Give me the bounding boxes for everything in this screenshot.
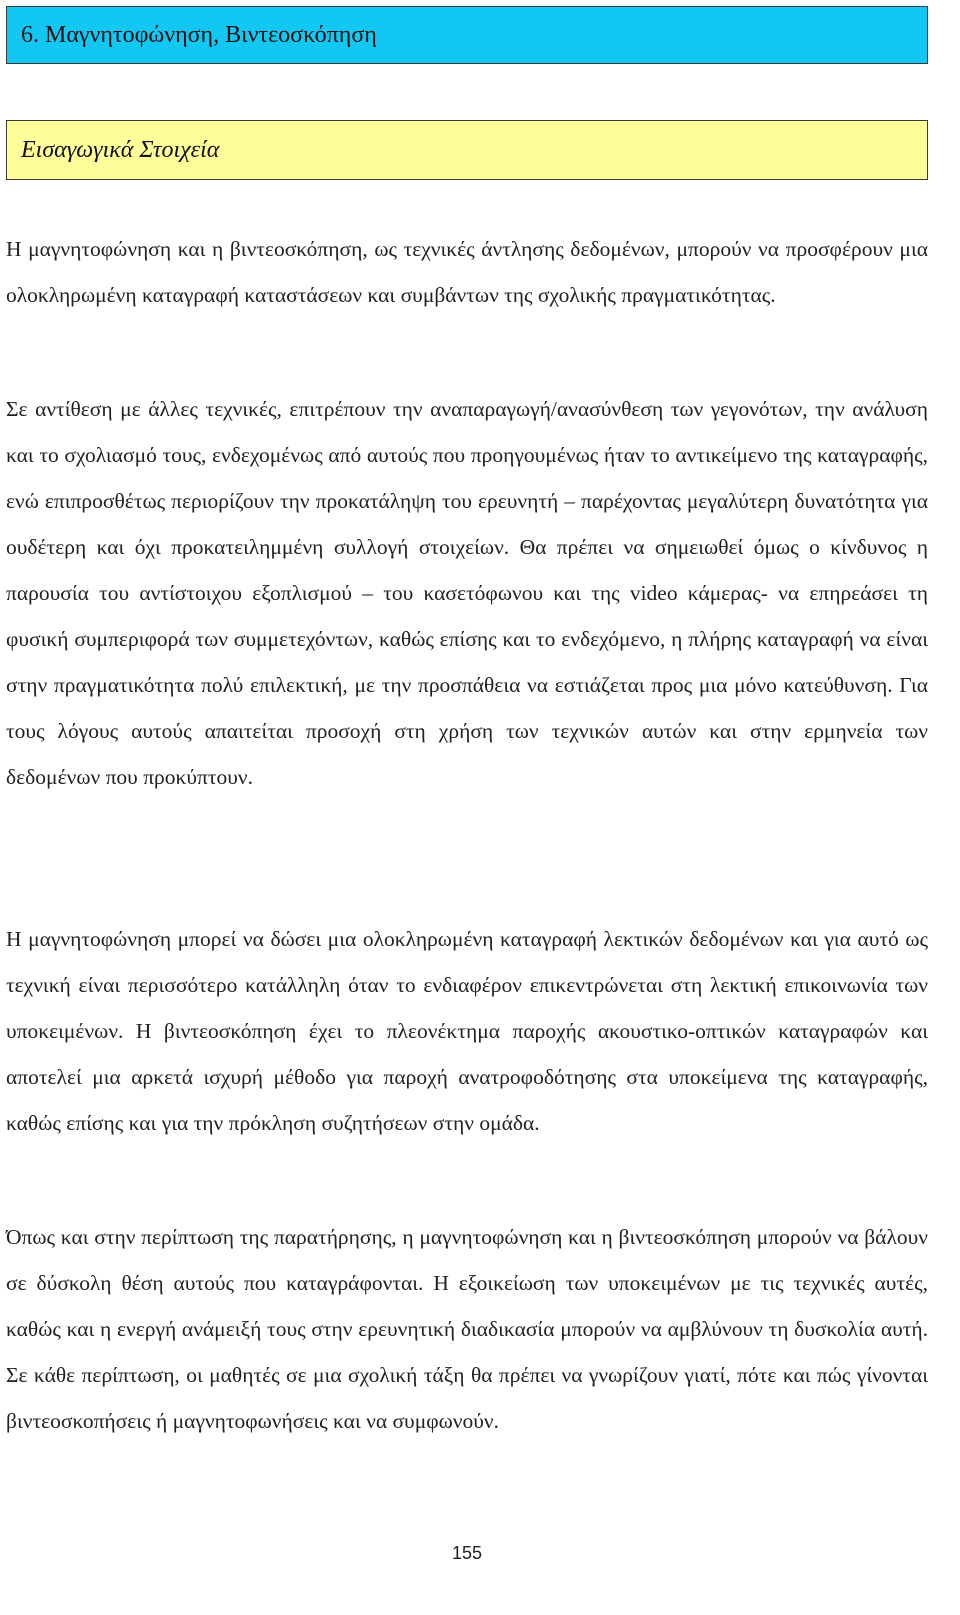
paragraph-contrast: Σε αντίθεση με άλλες τεχνικές, επιτρέπουν την αναπαραγωγή/ανασύνθεση των γεγονότων, την ανάλυση και το σχολιασμό τους, ενδεχομένως από αυτούς που προηγουμένως ήταν το αντικείμενο της καταγραφής, ενώ επιπροσθέτως περιορίζουν την προκατάληψη του ερευνητή – παρέχοντας μεγαλύτερη δυνατότητα για ουδέτερη και όχι προκατειλημμένη συλλογή στοιχείων. Θα πρέπει να σημειωθεί όμως ο κίνδυνος η παρουσία του αντίστοιχου εξοπλισμού – του κασετόφωνου και της video κάμερας- να επηρεάσει τη φυσική συμπεριφορά των συμμετεχόντων, καθώς επίσης και το ενδεχόμενο, η πλήρης καταγραφή να είναι στην πραγματικότητα πολύ επιλεκτική, με την προσπάθεια να εστιάζεται προς μια μόνο κατεύθυνση. Για τους λόγους αυτούς απαιτείται προσοχή στη χρήση των τεχνικών αυτών και στην ερμηνεία των δεδομένων που προκύπτουν. xyxy=(6,397,928,789)
chapter-heading xyxy=(6,6,928,64)
section-heading xyxy=(6,120,928,180)
section-title: Εισαγωγικά Στοιχεία xyxy=(21,136,220,163)
page-number: 155 xyxy=(451,1543,483,1563)
paragraph-recording-methods: Η μαγνητοφώνηση μπορεί να δώσει μια ολοκληρωμένη καταγραφή λεκτικών δεδομένων και για αυτό ως τεχνική είναι περισσότερο κατάλληλη όταν το ενδιαφέρον επικεντρώνεται στη λεκτική επικοινωνία των υποκειμένων. Η βιντεοσκόπηση έχει το πλεονέκτημα παροχής ακουστικο-οπτικών καταγραφών και αποτελεί μια αρκετά ισχυρή μέθοδο για παροχή ανατροφοδότησης στα υποκείμενα της καταγραφής, καθώς επίσης και για την πρόκληση συζητήσεων στην ομάδα. xyxy=(6,927,928,1135)
paragraph-intro: Η μαγνητοφώνηση και η βιντεοσκόπηση, ως τεχνικές άντλησης δεδομένων, μπορούν να προσφέρουν μια ολοκληρωμένη καταγραφή καταστάσεων και συμβάντων της σχολικής πραγματικότητας. xyxy=(6,237,928,307)
chapter-title: 6. Μαγνητοφώνηση, Βιντεοσκόπηση xyxy=(21,21,377,48)
paragraph-observation: Όπως και στην περίπτωση της παρατήρησης, η μαγνητοφώνηση και η βιντεοσκόπηση μπορούν να βάλουν σε δύσκολη θέση αυτούς που καταγράφονται. Η εξοικείωση των υποκειμένων με τις τεχνικές αυτές, καθώς και η ενεργή ανάμειξή τους στην ερευνητική διαδικασία μπορούν να αμβλύνουν τη δυσκολία αυτή. Σε κάθε περίπτωση, οι μαθητές σε μια σχολική τάξη θα πρέπει να γνωρίζουν γιατί, πότε και πώς γίνονται βιντεοσκοπήσεις ή μαγνητοφωνήσεις και να συμφωνούν. xyxy=(6,1225,928,1433)
